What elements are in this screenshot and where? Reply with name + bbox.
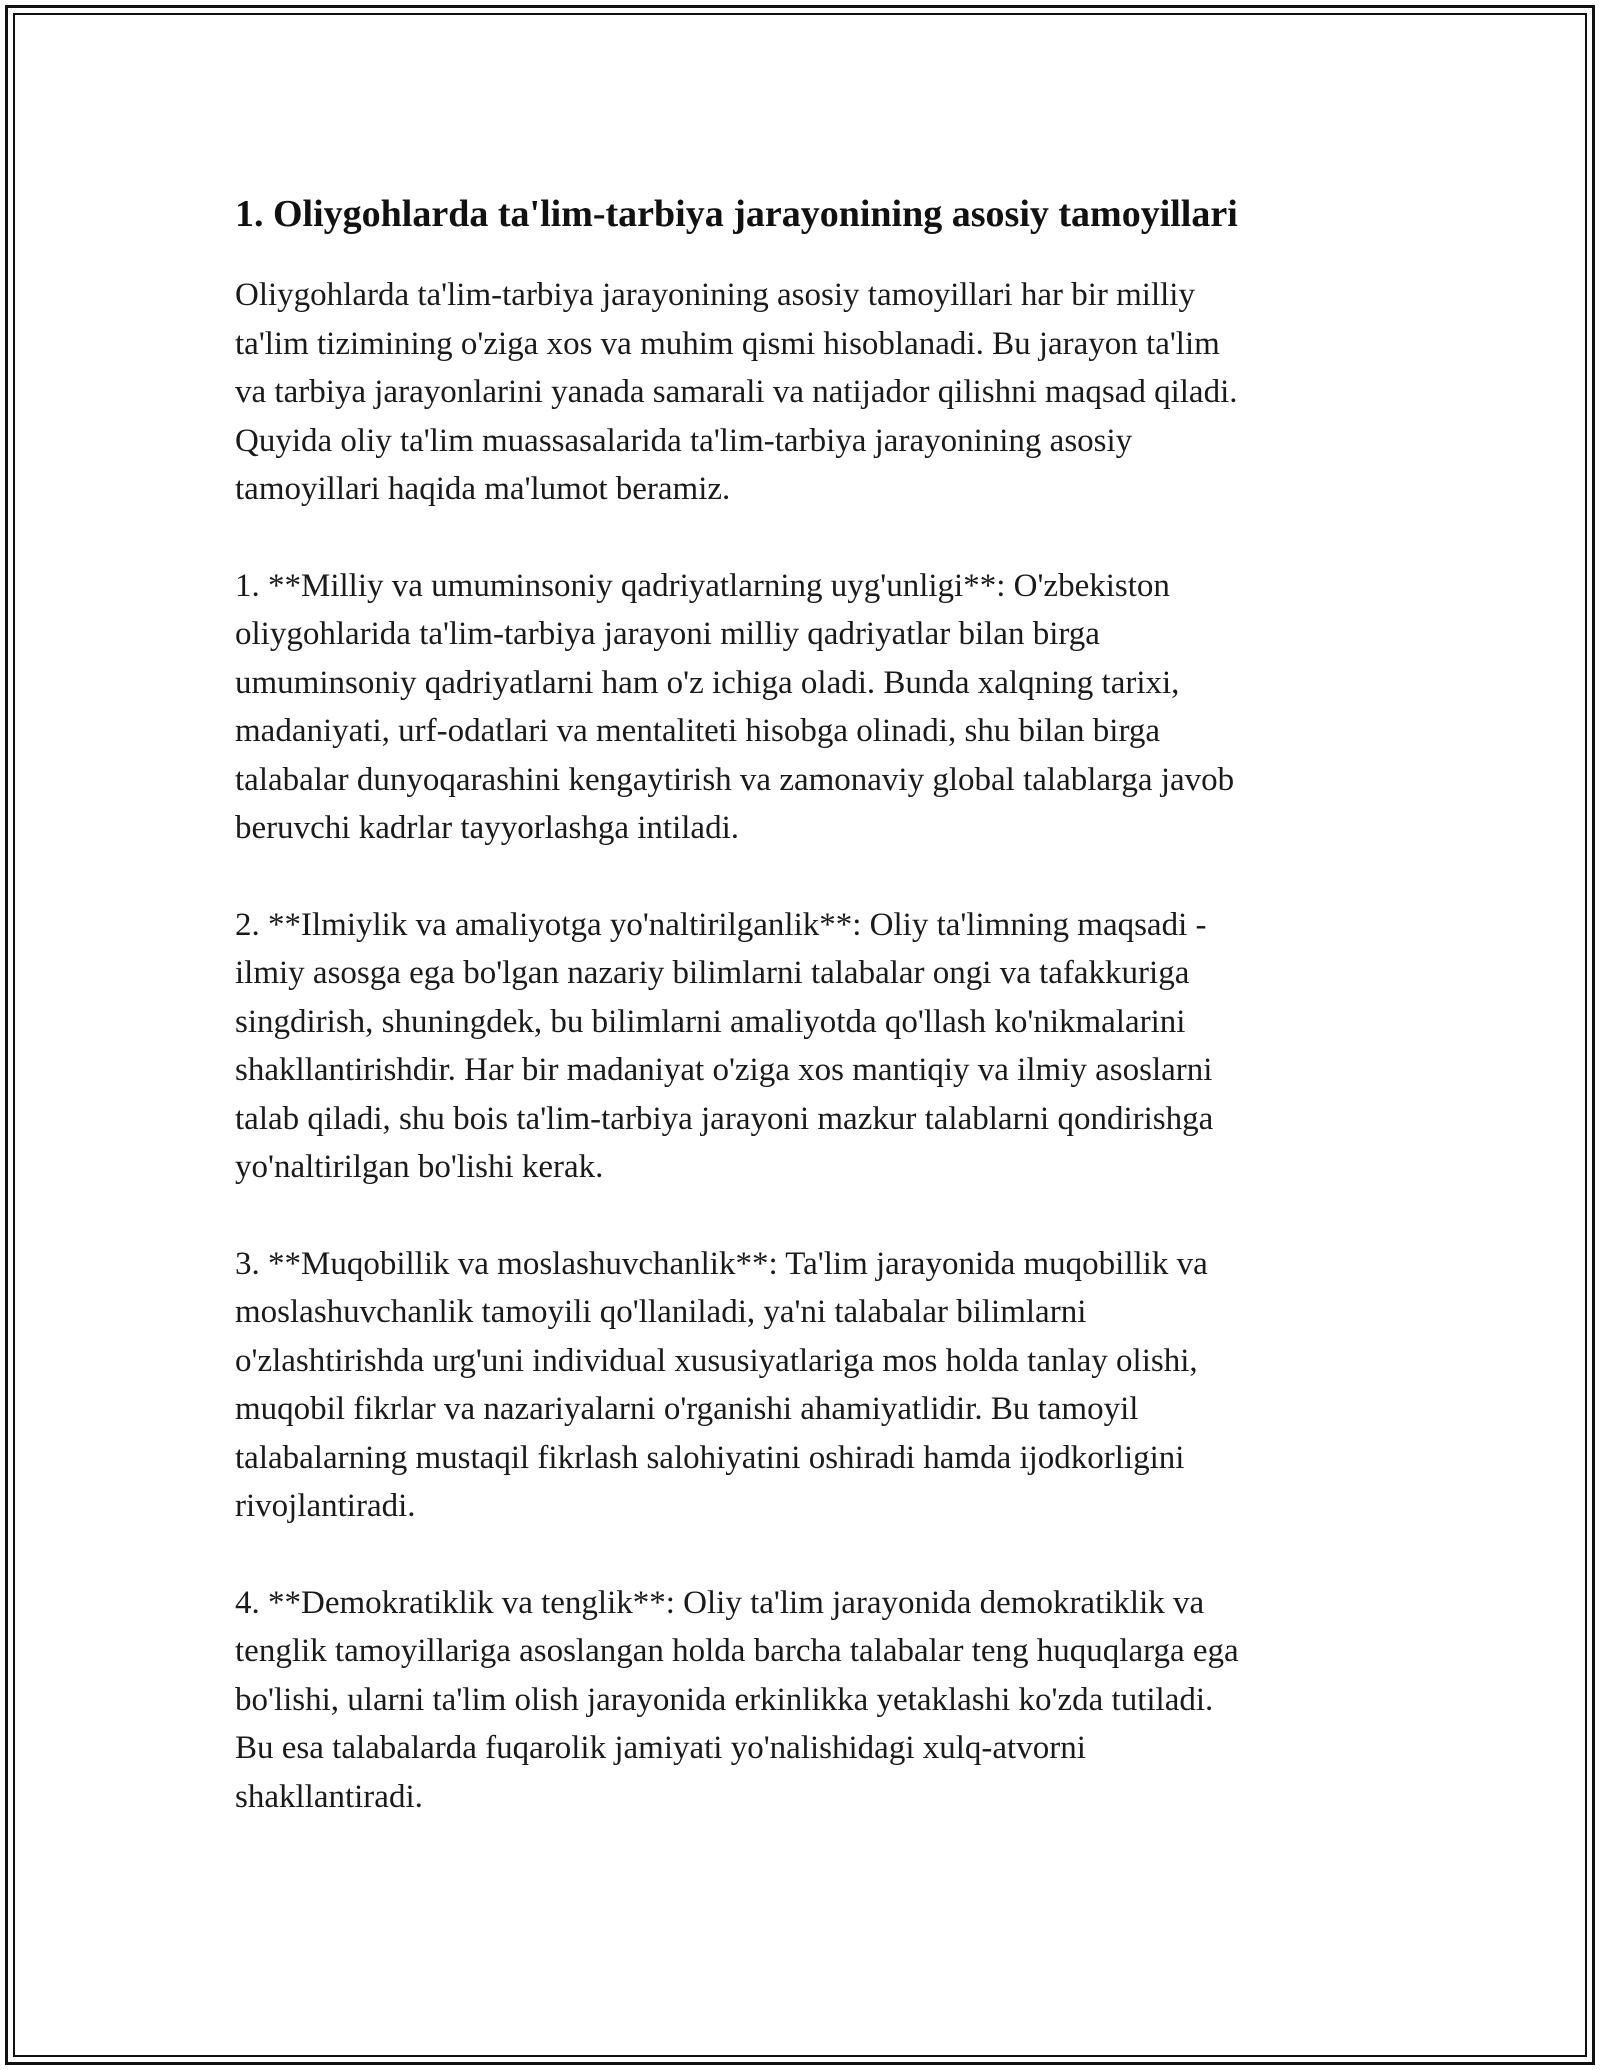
text-line: va tarbiya jarayonlarini yanada samarali va natijador qilishni maqsad qiladi.	[235, 374, 1238, 410]
paragraph-principle-4	[235, 1579, 1370, 1822]
paragraph-principle-2	[235, 901, 1370, 1192]
text-line: ta'lim tizimining o'ziga xos va muhim qismi hisoblanadi. Bu jarayon ta'lim	[235, 325, 1220, 362]
text-line: Oliygohlarda ta'lim-tarbiya jarayonining asosiy tamoyillari har bir milliy	[235, 277, 1195, 313]
text-line: umuminsoniy qadriyatlarni ham o'z ichiga oladi. Bunda xalqning tarixi,	[235, 664, 1180, 701]
document-body	[235, 185, 1370, 1869]
paragraph-principle-1	[235, 562, 1370, 853]
text-line: 2. **Ilmiylik va amaliyotga yo'naltirilganlik**: Oliy ta'limning maqsadi -	[235, 906, 1207, 943]
text-line: o'zlashtirishda urg'uni individual xususiyatlariga mos holda tanlay olishi,	[235, 1342, 1198, 1379]
text-line: muqobil fikrlar va nazariyalarni o'rganishi ahamiyatlidir. Bu tamoyil	[235, 1391, 1139, 1427]
text-line: singdirish, shuningdek, bu bilimlarni amaliyotda qo'llash ko'nikmalarini	[235, 1003, 1186, 1040]
document-title: 1. Oliygohlarda ta'lim-tarbiya jarayonining asosiy tamoyillari	[235, 193, 1238, 235]
text-line: bo'lishi, ularni ta'lim olish jarayonida erkinlikka yetaklashi ko'zda tutiladi.	[235, 1681, 1214, 1718]
text-line: oliygohlarida ta'lim-tarbiya jarayoni milliy qadriyatlar bilan birga	[235, 616, 1100, 652]
text-line: yo'naltirilgan bo'lishi kerak.	[235, 1149, 604, 1185]
text-line: moslashuvchanlik tamoyili qo'llaniladi, ya'ni talabalar bilimlarni	[235, 1294, 1087, 1330]
text-line: ilmiy asosga ega bo'lgan nazariy bilimlarni talabalar ongi va tafakkuriga	[235, 955, 1190, 991]
text-line: talab qiladi, shu bois ta'lim-tarbiya jarayoni mazkur talablarni qondirishga	[235, 1100, 1214, 1137]
text-line: tamoyillari haqida ma'lumot beramiz.	[235, 471, 731, 507]
text-line: Bu esa talabalarda fuqarolik jamiyati yo'nalishidagi xulq-atvorni	[235, 1730, 1086, 1766]
text-line: shakllantirishdir. Har bir madaniyat o'ziga xos mantiqiy va ilmiy asoslarni	[235, 1052, 1213, 1088]
text-line: 3. **Muqobillik va moslashuvchanlik**: Ta'lim jarayonida muqobillik va	[235, 1245, 1208, 1282]
text-line: talabalarning mustaqil fikrlash salohiyatini oshiradi hamda ijodkorligini	[235, 1439, 1185, 1476]
text-line: shakllantiradi.	[235, 1778, 423, 1815]
text-line: 4. **Demokratiklik va tenglik**: Oliy ta'lim jarayonida demokratiklik va	[235, 1584, 1205, 1621]
text-line: madaniyati, urf-odatlari va mentaliteti hisobga olinadi, shu bilan birga	[235, 713, 1160, 749]
text-line: talabalar dunyoqarashini kengaytirish va zamonaviy global talablarga javob	[235, 761, 1235, 798]
paragraph-intro	[235, 271, 1370, 514]
text-line: rivojlantiradi.	[235, 1488, 416, 1524]
text-line: Quyida oliy ta'lim muassasalarida ta'lim-tarbiya jarayonining asosiy	[235, 422, 1133, 459]
text-line: 1. **Milliy va umuminsoniy qadriyatlarning uyg'unligi**: O'zbekiston	[235, 567, 1170, 604]
text-line: beruvchi kadrlar tayyorlashga intiladi.	[235, 810, 739, 846]
text-line: tenglik tamoyillariga asoslangan holda barcha talabalar teng huquqlarga ega	[235, 1633, 1239, 1669]
paragraph-principle-3	[235, 1240, 1370, 1531]
